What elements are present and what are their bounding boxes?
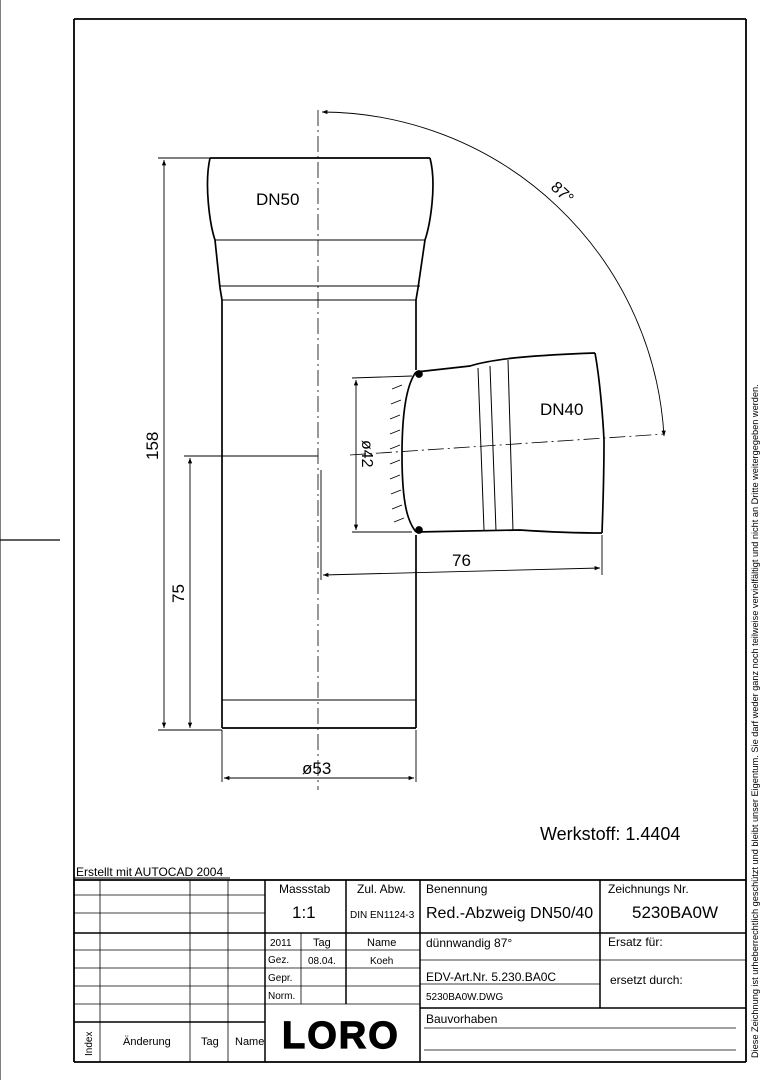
scale-value: 1:1 xyxy=(292,903,316,922)
article-number: EDV-Art.Nr. 5.230.BA0C xyxy=(426,970,557,984)
rev-day-label: Tag xyxy=(201,1036,219,1048)
drawn-date: 08.04. xyxy=(308,956,336,967)
designation-label: Benennung xyxy=(426,882,488,896)
dn-branch-label: DN40 xyxy=(540,400,584,419)
description-text: dünnwandig 87° xyxy=(426,936,513,950)
day-label: Tag xyxy=(313,937,331,949)
tolerance-value: DIN EN1124-3 xyxy=(350,910,415,921)
main-pipe xyxy=(207,158,432,728)
rev-name-label: Name xyxy=(235,1036,265,1048)
scale-label: Massstab xyxy=(279,882,331,896)
norm-label: Norm. xyxy=(268,991,296,1002)
angle-label: 87° xyxy=(547,178,577,208)
dimension-lines xyxy=(158,112,664,782)
dim-branch-height: 75 xyxy=(169,584,188,603)
created-with-label: Erstellt mit AUTOCAD 2004 xyxy=(76,865,224,879)
drawing-number-label: Zeichnungs Nr. xyxy=(608,882,689,896)
name-label: Name xyxy=(367,937,397,949)
dim-branch-length: 76 xyxy=(452,551,471,570)
dim-main-diameter: ø53 xyxy=(302,759,332,778)
rev-change-label: Änderung xyxy=(123,1036,171,1048)
checked-label: Gepr. xyxy=(268,973,293,984)
drawing-number-value: 5230BA0W xyxy=(632,903,718,922)
drawn-name: Koeh xyxy=(370,956,394,967)
tolerance-label: Zul. Abw. xyxy=(357,882,406,896)
designation-value: Red.-Abzweig DN50/40 xyxy=(426,905,594,922)
dim-total-height: 158 xyxy=(143,431,162,460)
company-logo: LORO xyxy=(282,1015,400,1057)
dn-main-label: DN50 xyxy=(256,190,300,209)
drawn-label: Gez. xyxy=(268,955,290,966)
project-label: Bauvorhaben xyxy=(426,1012,498,1026)
material-label: Werkstoff: 1.4404 xyxy=(540,824,681,844)
replacement-for-label: Ersatz für: xyxy=(608,935,663,949)
branch-pipe xyxy=(390,353,604,533)
year-label: 2011 xyxy=(270,938,292,949)
rev-index-label: Index xyxy=(84,1031,95,1056)
file-name: 5230BA0W.DWG xyxy=(426,992,504,1003)
drawing-labels xyxy=(143,179,680,844)
dim-branch-diameter: ø42 xyxy=(358,440,375,468)
copyright-notice: Diese Zeichnung ist urheberrechtlich geschützt und bleibt unser Eigentum. Sie darf weder ganz noch teilweise vervielfältigt und nicht an Dritte weitergegeben werden. xyxy=(750,384,760,1058)
replaced-by-label: ersetzt durch: xyxy=(610,973,683,987)
